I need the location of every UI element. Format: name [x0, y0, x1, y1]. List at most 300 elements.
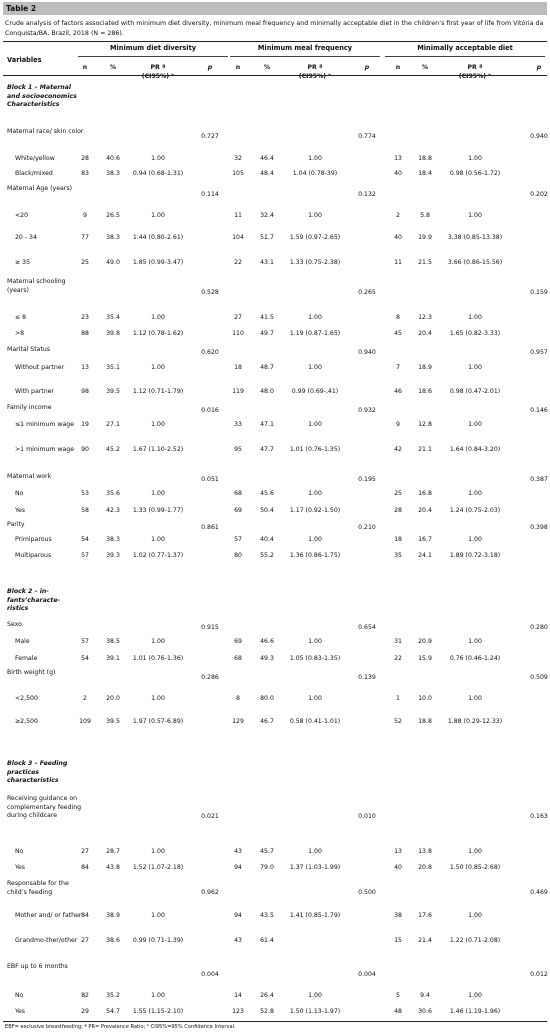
count-cell: 31 — [394, 638, 402, 645]
category-label: No — [15, 848, 24, 855]
prevalence-ratio-cell: 1.24 (0.75-2.03) — [449, 507, 501, 514]
count-cell: 45 — [394, 330, 402, 337]
category-label: Mother and/ or father — [15, 912, 82, 919]
p-value-cell: 0.774 — [358, 133, 376, 140]
percent-cell: 46.4 — [260, 155, 274, 162]
count-cell: 80 — [234, 552, 242, 559]
count-cell: 54 — [81, 655, 89, 662]
count-cell: 13 — [394, 155, 402, 162]
percent-cell: 48.7 — [260, 364, 274, 371]
prevalence-ratio-cell: 3.38 (0.85-13.38) — [447, 234, 503, 241]
percent-cell: 13.8 — [418, 848, 432, 855]
variable-label: Responsable for the child’s feeding — [7, 880, 69, 896]
count-cell: 83 — [81, 170, 89, 177]
count-cell: 104 — [232, 234, 244, 241]
percent-cell: 21.1 — [418, 446, 432, 453]
variable-label: Receiving guidance on complementary feeding during childcare — [7, 795, 82, 820]
prevalence-ratio-cell: 1.36 (0.86-1.75) — [289, 552, 341, 559]
count-cell: 46 — [394, 388, 402, 395]
prevalence-ratio-cell: 1.00 — [308, 364, 322, 371]
count-cell: 22 — [234, 259, 242, 266]
count-cell: 95 — [234, 446, 242, 453]
percent-cell: 35.2 — [106, 992, 120, 999]
count-cell: 43 — [234, 848, 242, 855]
percent-cell: 39.3 — [106, 552, 120, 559]
variable-label: Maternal Age (years) — [7, 185, 72, 192]
count-cell: 58 — [81, 507, 89, 514]
p-value-cell: 0.210 — [358, 524, 376, 531]
category-label: Yes — [15, 1008, 25, 1015]
category-label: Grandmo-ther/other — [15, 937, 78, 944]
p-value-cell: 0.962 — [201, 889, 219, 896]
prevalence-ratio-cell: 1.50 (0.85-2.68) — [449, 864, 501, 871]
percent-cell: 54.7 — [106, 1008, 120, 1015]
p-value-cell: 0.202 — [530, 191, 548, 198]
count-cell: 28 — [81, 155, 89, 162]
p-value-cell: 0.146 — [530, 407, 548, 414]
prevalence-ratio-cell: 1.00 — [468, 490, 482, 497]
count-cell: 69 — [234, 507, 242, 514]
percent-cell: 43.1 — [260, 259, 274, 266]
percent-cell: 35.4 — [106, 314, 120, 321]
category-label: No — [15, 490, 24, 497]
count-cell: 82 — [81, 992, 89, 999]
prevalence-ratio-cell: 1.12 (0.78-1.62) — [132, 330, 184, 337]
prevalence-ratio-cell: 1.89 (0.72-3.18) — [449, 552, 501, 559]
count-cell: 18 — [394, 536, 402, 543]
block-heading: Block 2 – in-fants’characte-ristics — [7, 588, 61, 613]
column-header-pct: % — [421, 64, 429, 71]
prevalence-ratio-cell: 1.88 (0.29-12.33) — [447, 718, 503, 725]
percent-cell: 18.4 — [418, 170, 432, 177]
prevalence-ratio-cell: 1.00 — [151, 638, 165, 645]
count-cell: 23 — [81, 314, 89, 321]
p-value-cell: 0.021 — [201, 813, 219, 820]
table-label: Table 2 — [3, 2, 547, 15]
percent-cell: 20.0 — [106, 695, 120, 702]
percent-cell: 47.1 — [260, 421, 274, 428]
p-value-cell: 0.509 — [530, 674, 548, 681]
percent-cell: 32.4 — [260, 212, 274, 219]
count-cell: 27 — [234, 314, 242, 321]
percent-cell: 49.3 — [260, 655, 274, 662]
block-heading: Block 1 – Maternal and socioeconomics Characteristics — [7, 84, 77, 109]
category-label: Black/mixed — [15, 170, 53, 177]
prevalence-ratio-cell: 1.00 — [308, 421, 322, 428]
p-value-cell: 0.195 — [358, 476, 376, 483]
count-cell: 27 — [81, 937, 89, 944]
prevalence-ratio-cell: 1.00 — [308, 212, 322, 219]
percent-cell: 55.2 — [260, 552, 274, 559]
percent-cell: 38.5 — [106, 638, 120, 645]
percent-cell: 10.0 — [418, 695, 432, 702]
percent-cell: 21.4 — [418, 937, 432, 944]
count-cell: 2 — [83, 695, 87, 702]
prevalence-ratio-cell: 1.46 (1.19-1.96) — [449, 1008, 501, 1015]
count-cell: 28 — [394, 507, 402, 514]
p-value-cell: 0.163 — [530, 813, 548, 820]
prevalence-ratio-cell: 1.00 — [308, 314, 322, 321]
p-value-cell: 0.159 — [530, 289, 548, 296]
prevalence-ratio-cell: 1.00 — [468, 848, 482, 855]
prevalence-ratio-cell: 1.00 — [468, 992, 482, 999]
count-cell: 11 — [234, 212, 242, 219]
count-cell: 57 — [81, 638, 89, 645]
count-cell: 11 — [394, 259, 402, 266]
count-cell: 53 — [81, 490, 89, 497]
column-header-n: n — [82, 64, 88, 71]
prevalence-ratio-cell: 1.00 — [468, 912, 482, 919]
p-value-cell: 0.727 — [201, 133, 219, 140]
prevalence-ratio-cell: 1.00 — [308, 992, 322, 999]
count-cell: 94 — [234, 912, 242, 919]
prevalence-ratio-cell: 1.00 — [151, 848, 165, 855]
percent-cell: 12.8 — [418, 421, 432, 428]
prevalence-ratio-cell: 0.99 (0.71-1.39) — [132, 937, 184, 944]
percent-cell: 16.8 — [418, 490, 432, 497]
category-label: >8 — [15, 330, 25, 337]
count-cell: 109 — [79, 718, 91, 725]
p-value-cell: 0.528 — [201, 289, 219, 296]
prevalence-ratio-cell: 1.00 — [468, 421, 482, 428]
count-cell: 69 — [234, 638, 242, 645]
prevalence-ratio-cell: 1.19 (0.87-1.65) — [289, 330, 341, 337]
column-header-pr: PR ª (CI95%) ᵇ — [298, 64, 332, 80]
prevalence-ratio-cell: 1.00 — [308, 848, 322, 855]
percent-cell: 45.2 — [106, 446, 120, 453]
prevalence-ratio-cell: 1.44 (0.80-2.61) — [132, 234, 184, 241]
category-label: No — [15, 992, 24, 999]
p-value-cell: 0.957 — [530, 349, 548, 356]
prevalence-ratio-cell: 1.00 — [468, 638, 482, 645]
p-value-cell: 0.932 — [358, 407, 376, 414]
count-cell: 40 — [394, 864, 402, 871]
count-cell: 98 — [81, 388, 89, 395]
prevalence-ratio-cell: 1.33 (0.99-1.77) — [132, 507, 184, 514]
percent-cell: 46.7 — [260, 718, 274, 725]
p-value-cell: 0.051 — [201, 476, 219, 483]
percent-cell: 20.9 — [418, 638, 432, 645]
p-value-cell: 0.010 — [358, 813, 376, 820]
count-cell: 119 — [232, 388, 244, 395]
count-cell: 94 — [234, 864, 242, 871]
prevalence-ratio-cell: 1.50 (1.13-1.97) — [289, 1008, 341, 1015]
count-cell: 48 — [394, 1008, 402, 1015]
prevalence-ratio-cell: 1.52 (1.07-2.18) — [132, 864, 184, 871]
category-label: 20 - 34 — [15, 234, 37, 241]
category-label: Multiparous — [15, 552, 52, 559]
p-value-cell: 0.861 — [201, 524, 219, 531]
percent-cell: 12.3 — [418, 314, 432, 321]
count-cell: 9 — [83, 212, 87, 219]
variable-label: Sexo — [7, 621, 22, 628]
count-cell: 52 — [394, 718, 402, 725]
p-value-cell: 0.004 — [201, 971, 219, 978]
percent-cell: 45.7 — [260, 848, 274, 855]
percent-cell: 39.8 — [106, 330, 120, 337]
percent-cell: 26.4 — [260, 992, 274, 999]
count-cell: 9 — [396, 421, 400, 428]
prevalence-ratio-cell: 1.00 — [308, 155, 322, 162]
count-cell: 19 — [81, 421, 89, 428]
column-header-p: p — [536, 64, 542, 71]
p-value-cell: 0.012 — [530, 971, 548, 978]
variable-label: Parity — [7, 521, 25, 528]
count-cell: 8 — [396, 314, 400, 321]
prevalence-ratio-cell: 1.00 — [151, 695, 165, 702]
column-header-pr: PR ª (CI95%) ᵇ — [141, 64, 175, 80]
count-cell: 25 — [394, 490, 402, 497]
prevalence-ratio-cell: 1.00 — [151, 212, 165, 219]
count-cell: 13 — [81, 364, 89, 371]
prevalence-ratio-cell: 1.00 — [308, 695, 322, 702]
prevalence-ratio-cell: 1.00 — [468, 364, 482, 371]
category-label: Yes — [15, 864, 25, 871]
table-caption: Crude analysis of factors associated with minimum diet diversity, minimum meal frequency and minimally acceptable diet in the children’s first year of life from Vitória da Conquista/BA, Brazil, 2018 (N = 286). — [5, 20, 544, 37]
prevalence-ratio-cell: 1.00 — [468, 695, 482, 702]
prevalence-ratio-cell: 1.05 (0.83-1.35) — [289, 655, 341, 662]
prevalence-ratio-cell: 1.17 (0.92-1.50) — [289, 507, 341, 514]
category-label: ≤ 8 — [15, 314, 27, 321]
percent-cell: 43.8 — [106, 864, 120, 871]
percent-cell: 42.3 — [106, 507, 120, 514]
prevalence-ratio-cell: 1.00 — [151, 912, 165, 919]
count-cell: 8 — [236, 695, 240, 702]
percent-cell: 80.0 — [260, 695, 274, 702]
percent-cell: 18.8 — [418, 155, 432, 162]
variable-label: Birth weight (g) — [7, 669, 56, 676]
percent-cell: 38.3 — [106, 234, 120, 241]
prevalence-ratio-cell: 1.01 (0.76-1.36) — [132, 655, 184, 662]
percent-cell: 40.4 — [260, 536, 274, 543]
p-value-cell: 0.620 — [201, 349, 219, 356]
prevalence-ratio-cell: 1.00 — [468, 155, 482, 162]
variable-label: Family income — [7, 404, 52, 411]
prevalence-ratio-cell: 1.00 — [151, 314, 165, 321]
prevalence-ratio-cell: 0.98 (0.47-2.01) — [449, 388, 501, 395]
column-header-n: n — [395, 64, 401, 71]
prevalence-ratio-cell: 0.99 (0.69-,41) — [291, 388, 339, 395]
prevalence-ratio-cell: 1.01 (0.76-1.35) — [289, 446, 341, 453]
prevalence-ratio-cell: 0.76 (0.46-1.24) — [449, 655, 501, 662]
prevalence-ratio-cell: 1.00 — [468, 212, 482, 219]
variables-header: Variables — [7, 56, 42, 64]
count-cell: 105 — [232, 170, 244, 177]
count-cell: 57 — [81, 552, 89, 559]
percent-cell: 51.7 — [260, 234, 274, 241]
count-cell: 90 — [81, 446, 89, 453]
column-header-p: p — [364, 64, 370, 71]
variable-label: Marital Status — [7, 346, 51, 353]
count-cell: 77 — [81, 234, 89, 241]
variable-label: EBF up to 6 months — [7, 963, 68, 970]
count-cell: 32 — [234, 155, 242, 162]
p-value-cell: 0.132 — [358, 191, 376, 198]
count-cell: 68 — [234, 490, 242, 497]
percent-cell: 40.6 — [106, 155, 120, 162]
prevalence-ratio-cell: 1.00 — [308, 536, 322, 543]
count-cell: 129 — [232, 718, 244, 725]
count-cell: 1 — [396, 695, 400, 702]
prevalence-ratio-cell: 1.04 (0.78-39) — [292, 170, 338, 177]
percent-cell: 41.5 — [260, 314, 274, 321]
prevalence-ratio-cell: 3.66 (0.86-15.56) — [447, 259, 503, 266]
group-header-meal-frequency: Minimum meal frequency — [257, 44, 353, 52]
prevalence-ratio-cell: 1.00 — [308, 490, 322, 497]
count-cell: 7 — [396, 364, 400, 371]
prevalence-ratio-cell: 1.59 (0.97-2.65) — [289, 234, 341, 241]
count-cell: 5 — [396, 992, 400, 999]
column-header-pr: PR ª (CI95%) ᵇ — [458, 64, 492, 80]
category-label: White/yellow — [15, 155, 55, 162]
prevalence-ratio-cell: 1.55 (1.15-2.10) — [132, 1008, 184, 1015]
p-value-cell: 0.940 — [358, 349, 376, 356]
percent-cell: 26.5 — [106, 212, 120, 219]
p-value-cell: 0.387 — [530, 476, 548, 483]
count-cell: 13 — [394, 848, 402, 855]
count-cell: 27 — [81, 848, 89, 855]
prevalence-ratio-cell: 1.00 — [308, 638, 322, 645]
prevalence-ratio-cell: 0.94 (0.68-1.31) — [132, 170, 184, 177]
prevalence-ratio-cell: 1.00 — [151, 992, 165, 999]
count-cell: 18 — [234, 364, 242, 371]
percent-cell: 39.1 — [106, 655, 120, 662]
prevalence-ratio-cell: 1.67 (1.10-2.52) — [132, 446, 184, 453]
bottom-rule — [3, 1021, 547, 1022]
percent-cell: 35.6 — [106, 490, 120, 497]
count-cell: 2 — [396, 212, 400, 219]
prevalence-ratio-cell: 1.64 (0.84-3.20) — [449, 446, 501, 453]
category-label: ≥2,500 — [15, 718, 38, 725]
p-value-cell: 0.004 — [358, 971, 376, 978]
prevalence-ratio-cell: 1.00 — [468, 536, 482, 543]
percent-cell: 50.4 — [260, 507, 274, 514]
category-label: <20 — [15, 212, 29, 219]
group-header-diet-diversity: Minimum diet diversity — [109, 44, 197, 52]
percent-cell: 52.8 — [260, 1008, 274, 1015]
column-header-p: p — [207, 64, 213, 71]
percent-cell: 43.5 — [260, 912, 274, 919]
p-value-cell: 0.286 — [201, 674, 219, 681]
count-cell: 123 — [232, 1008, 244, 1015]
percent-cell: 15.9 — [418, 655, 432, 662]
percent-cell: 20.4 — [418, 330, 432, 337]
p-value-cell: 0.139 — [358, 674, 376, 681]
prevalence-ratio-cell: 1.97 (0.57-6.89) — [132, 718, 184, 725]
p-value-cell: 0.654 — [358, 624, 376, 631]
category-label: ≤1 minimum wage — [15, 421, 75, 428]
prevalence-ratio-cell: 1.22 (0.71-2.08) — [449, 937, 501, 944]
percent-cell: 49.0 — [106, 259, 120, 266]
count-cell: 29 — [81, 1008, 89, 1015]
p-value-cell: 0.500 — [358, 889, 376, 896]
percent-cell: 16.7 — [418, 536, 432, 543]
percent-cell: 47.7 — [260, 446, 274, 453]
prevalence-ratio-cell: 1.41 (0.85-1.79) — [289, 912, 341, 919]
category-label: Primiparous — [15, 536, 52, 543]
count-cell: 40 — [394, 170, 402, 177]
prevalence-ratio-cell: 0.58 (0.41-1.01) — [289, 718, 341, 725]
count-cell: 22 — [394, 655, 402, 662]
prevalence-ratio-cell: 1.00 — [151, 536, 165, 543]
prevalence-ratio-cell: 1.02 (0.77-1.37) — [132, 552, 184, 559]
percent-cell: 18.9 — [418, 364, 432, 371]
count-cell: 33 — [234, 421, 242, 428]
count-cell: 84 — [81, 864, 89, 871]
percent-cell: 35.1 — [106, 364, 120, 371]
percent-cell: 38.6 — [106, 937, 120, 944]
p-value-cell: 0.915 — [201, 624, 219, 631]
prevalence-ratio-cell: 1.37 (1.03-1.99) — [289, 864, 341, 871]
percent-cell: 27.1 — [106, 421, 120, 428]
p-value-cell: 0.940 — [530, 133, 548, 140]
count-cell: 68 — [234, 655, 242, 662]
count-cell: 42 — [394, 446, 402, 453]
percent-cell: 20.4 — [418, 507, 432, 514]
prevalence-ratio-cell: 1.00 — [151, 421, 165, 428]
count-cell: 84 — [81, 912, 89, 919]
percent-cell: 24.1 — [418, 552, 432, 559]
p-value-cell: 0.280 — [530, 624, 548, 631]
percent-cell: 17.6 — [418, 912, 432, 919]
percent-cell: 20.8 — [418, 864, 432, 871]
category-label: Without partner — [15, 364, 65, 371]
percent-cell: 38.3 — [106, 536, 120, 543]
percent-cell: 18.8 — [418, 718, 432, 725]
prevalence-ratio-cell: 1.00 — [151, 490, 165, 497]
column-header-pct: % — [109, 64, 117, 71]
percent-cell: 38.9 — [106, 912, 120, 919]
percent-cell: 19.9 — [418, 234, 432, 241]
prevalence-ratio-cell: 1.65 (0.82-3.33) — [449, 330, 501, 337]
percent-cell: 46.6 — [260, 638, 274, 645]
percent-cell: 48.4 — [260, 170, 274, 177]
variable-label: Maternal race/ skin color — [7, 128, 84, 135]
percent-cell: 9.4 — [420, 992, 430, 999]
variable-label: Maternal work — [7, 473, 52, 480]
percent-cell: 18.6 — [418, 388, 432, 395]
category-label: Yes — [15, 507, 25, 514]
count-cell: 57 — [234, 536, 242, 543]
percent-cell: 61.4 — [260, 937, 274, 944]
p-value-cell: 0.265 — [358, 289, 376, 296]
count-cell: 25 — [81, 259, 89, 266]
percent-cell: 45.6 — [260, 490, 274, 497]
percent-cell: 49.7 — [260, 330, 274, 337]
percent-cell: 79.0 — [260, 864, 274, 871]
count-cell: 110 — [232, 330, 244, 337]
count-cell: 35 — [394, 552, 402, 559]
block-heading: Block 3 – Feeding practices characteristics — [7, 760, 68, 785]
prevalence-ratio-cell: 1.00 — [151, 364, 165, 371]
category-label: With partner — [15, 388, 54, 395]
prevalence-ratio-cell: 1.12 (0.71-1.79) — [132, 388, 184, 395]
percent-cell: 48.0 — [260, 388, 274, 395]
p-value-cell: 0.016 — [201, 407, 219, 414]
percent-cell: 38.3 — [106, 170, 120, 177]
count-cell: 43 — [234, 937, 242, 944]
count-cell: 40 — [394, 234, 402, 241]
prevalence-ratio-cell: 1.85 (0.99-3.47) — [132, 259, 184, 266]
variable-label: Maternal schooling (years) — [7, 278, 66, 294]
count-cell: 15 — [394, 937, 402, 944]
group-header-acceptable-diet: Minimally acceptable diet — [417, 44, 513, 52]
prevalence-ratio-cell: 1.00 — [151, 155, 165, 162]
column-header-n: n — [235, 64, 241, 71]
category-label: >1 minimum wage — [15, 446, 75, 453]
prevalence-ratio-cell: 0.98 (0.56-1.72) — [449, 170, 501, 177]
category-label: ≥ 35 — [15, 259, 31, 266]
